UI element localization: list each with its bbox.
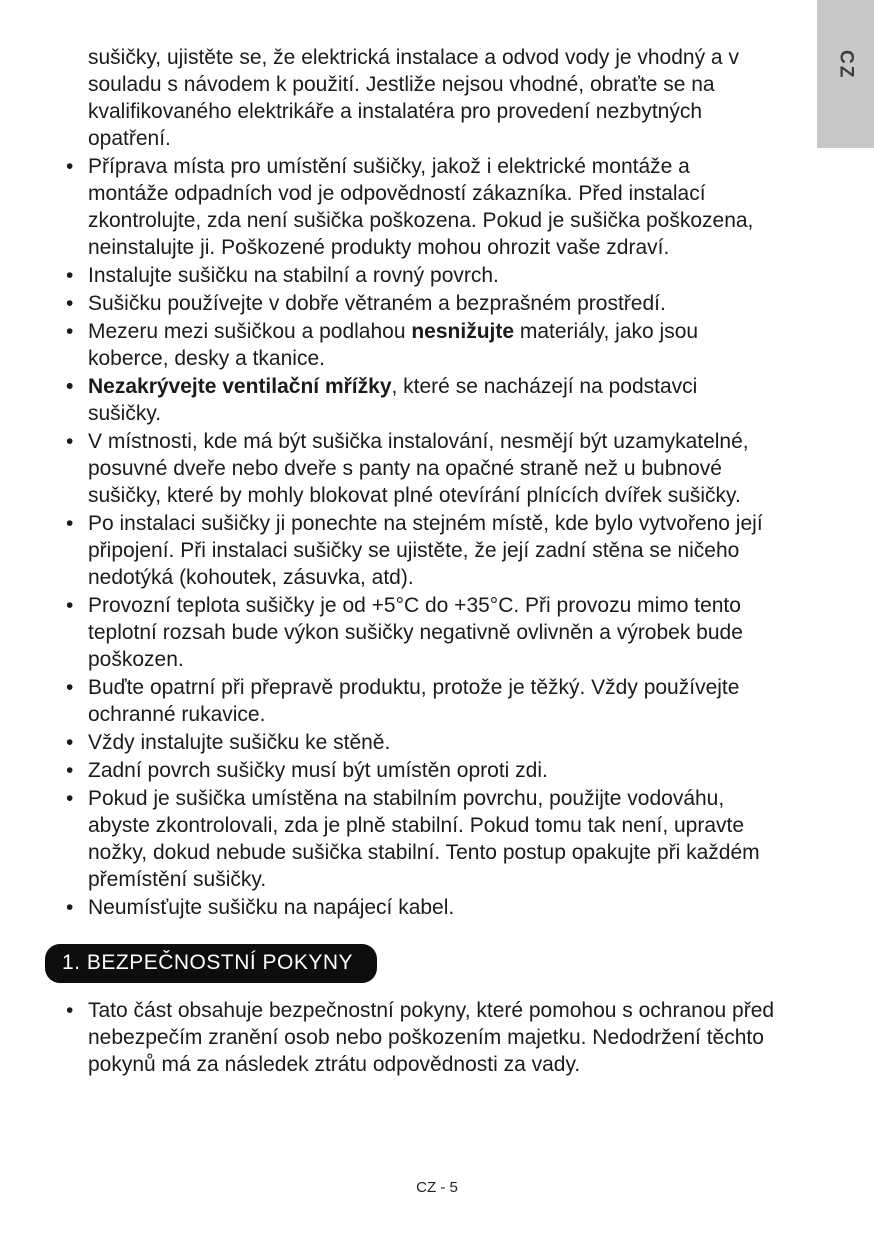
section-title: 1. BEZPEČNOSTNÍ POKYNY <box>62 951 354 974</box>
bullet-item <box>62 290 776 317</box>
bullet-text: V místnosti, kde má být sušička instalování, nesmějí být uzamykatelné, posuvné dveře nebo dveře s panty na opačné straně než u bubnové sušičky, které by mohly blokovat plné otevírání plnících dvířek sušičky. <box>88 430 749 507</box>
page-content <box>62 44 776 1078</box>
bullet-text: , které se nacházejí na podstavci sušičky. <box>88 375 698 425</box>
bullet-text: Po instalaci sušičky ji ponechte na stejném místě, kde bylo vytvořeno její připojení. Při instalaci sušičky se ujistěte, že její zadní stěna se ničeho nedotýká (kohoutek, zásuvka, atd). <box>88 512 763 589</box>
bullet-text: Buďte opatrní při přepravě produktu, protože je těžký. Vždy používejte ochranné rukavice. <box>88 676 740 726</box>
bullet-item <box>62 428 776 509</box>
bullet-item <box>62 262 776 289</box>
bullet-text: Pokud je sušička umístěna na stabilním povrchu, použijte vodováhu, abyste zkontrolovali, zda je plně stabilní. Pokud tomu tak není, upravte nožky, dokud nebude sušička stabilní. Tento postup opakujte při každém přemístění sušičky. <box>88 787 760 891</box>
bullet-text: materiály, jako jsou koberce, desky a tkanice. <box>88 320 699 370</box>
bullet-text: Tato část obsahuje bezpečnostní pokyny, které pomohou s ochranou před nebezpečím zranění osob nebo poškozením majetku. Nedodržení těchto pokynů má za následek ztrátu odpovědnosti za vady. <box>88 999 775 1076</box>
bullet-text: Neumísťujte sušičku na napájecí kabel. <box>88 896 455 919</box>
bullet-item <box>62 894 776 921</box>
bullet-item <box>62 674 776 728</box>
bullet-text: Vždy instalujte sušičku ke stěně. <box>88 731 391 754</box>
bullet-text: Mezeru mezi sušičkou a podlahou <box>88 320 412 343</box>
bullet-text: Zadní povrch sušičky musí být umístěn oproti zdi. <box>88 759 548 782</box>
bullet-item <box>62 997 776 1078</box>
bullet-text-bold: nesnižujte <box>411 320 515 343</box>
bullet-item <box>62 729 776 756</box>
bullet-item <box>62 153 776 261</box>
intro-paragraph: sušičky, ujistěte se, že elektrická instalace a odvod vody je vhodný a v souladu s návodem k použití. Jestliže nejsou vhodné, obraťte se na kvalifikovaného elektrikáře a instalatéra pro provedení nezbytných opatření. <box>88 46 739 150</box>
bullet-text: Sušičku používejte v dobře větraném a bezprašném prostředí. <box>88 292 666 315</box>
page-footer: CZ - 5 <box>416 1179 458 1196</box>
safety-bullet-list <box>62 153 776 921</box>
language-tab <box>817 0 874 148</box>
bullet-item <box>62 757 776 784</box>
section-header <box>45 944 377 983</box>
bullet-text: Instalujte sušičku na stabilní a rovný povrch. <box>88 264 499 287</box>
bullet-text: Příprava místa pro umístění sušičky, jakož i elektrické montáže a montáže odpadních vod je odpovědností zákazníka. Před instalací zkontrolujte, zda není sušička poškozena. Pokud je sušička poškozena, neinstalujte ji. Poškozené produkty mohou ohrozit vaše zdraví. <box>88 155 754 259</box>
bullet-item <box>62 510 776 591</box>
section-bullet-list <box>62 997 776 1078</box>
bullet-item <box>62 318 776 372</box>
bullet-item <box>62 592 776 673</box>
bullet-item <box>62 373 776 427</box>
bullet-text-bold: Nezakrývejte ventilační mřížky <box>88 375 392 398</box>
bullet-text: Provozní teplota sušičky je od +5°C do +35°C. Při provozu mimo tento teplotní rozsah bude výkon sušičky negativně ovlivněn a výrobek bude poškozen. <box>88 594 743 671</box>
bullet-item <box>62 785 776 893</box>
language-tab-label: CZ <box>835 50 857 80</box>
